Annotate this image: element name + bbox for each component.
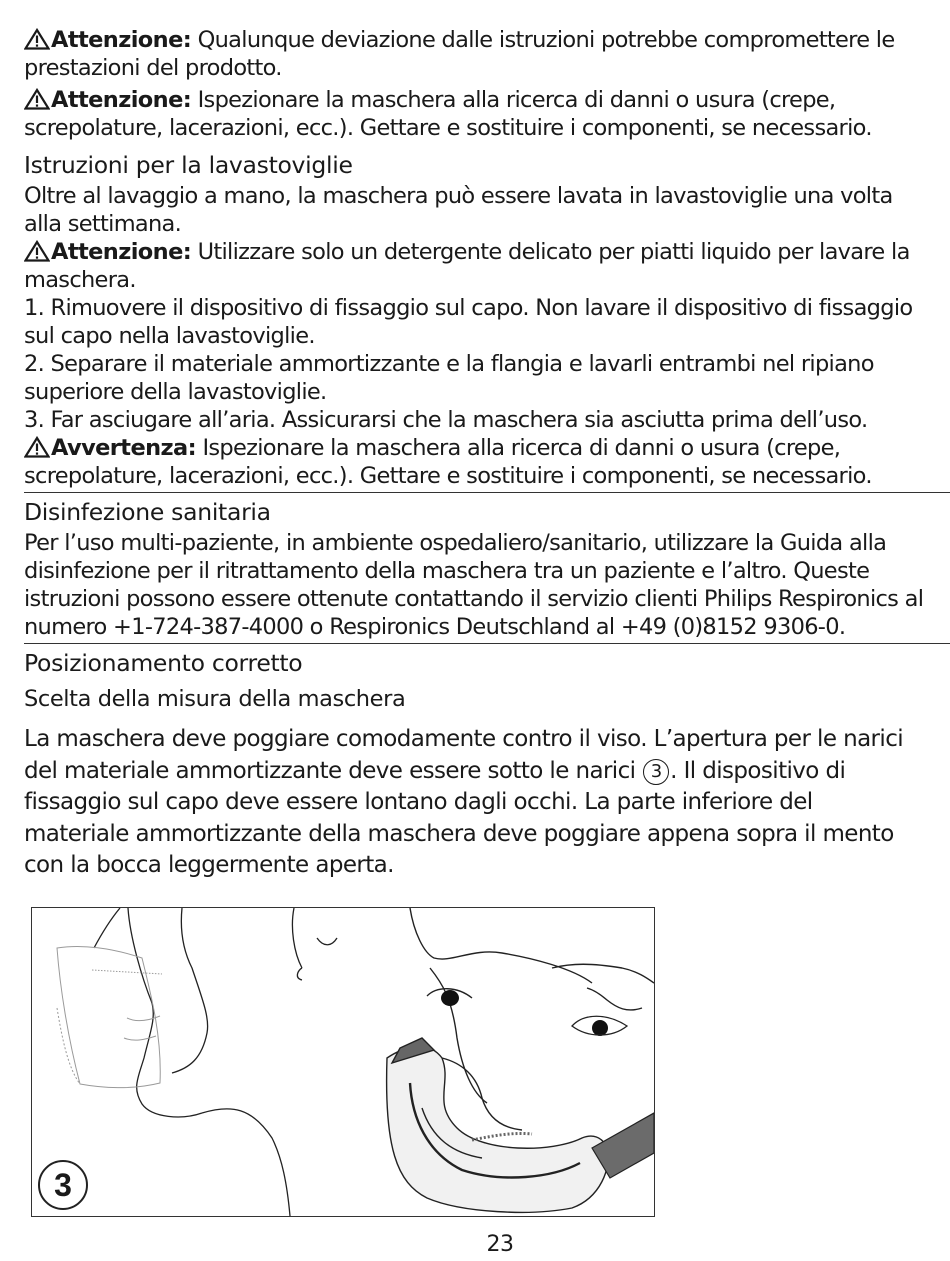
caution-text: Ispezionare la maschera alla ricerca di danni o usura (crepe, screpolature, lacerazioni, ecc.). Gettare e sostituire i componenti, se necessario. [24,435,872,489]
figure-reference-badge: 3 [643,759,669,785]
fitting-text-part: . Il dispositivo di fissaggio sul capo deve essere lontano dagli occhi. La parte inferiore del materiale ammortizzante della maschera deve poggiare appena sopra il mento con la bocca leggermente aperta. [24,757,894,878]
warning-triangle-icon [24,240,50,262]
mask-fitting-illustration [31,907,655,1217]
section-divider [24,643,950,644]
mask-fitting-drawing [32,908,654,1216]
warning-paragraph [24,86,924,142]
warning-label: Attenzione: [51,87,192,113]
section-heading-fitting: Posizionamento corretto [24,649,303,677]
nasal-cushion-drawing [387,1038,609,1212]
warning-label: Attenzione: [51,27,192,53]
section-divider [24,492,950,493]
step-item: 3. Far asciugare all’aria. Assicurarsi che la maschera sia asciutta prima dell’uso. [24,407,868,433]
warning-label: Attenzione: [51,239,192,265]
mask-outline-drawing [57,946,162,1087]
warning-paragraph [24,26,924,82]
warning-text: Qualunque deviazione dalle istruzioni potrebbe compromettere le prestazioni del prodotto. [24,27,895,81]
face-front-drawing [410,908,654,1103]
caution-label: Avvertenza: [51,435,197,461]
warning-text: Ispezionare la maschera alla ricerca di danni o usura (crepe, screpolature, lacerazioni, ecc.). Gettare e sostituire i componenti, se necessario. [24,87,872,141]
disinfection-text: Per l’uso multi-paziente, in ambiente ospedaliero/sanitario, utilizzare la Guida alla disinfezione per il ritrattamento della maschera tra un paziente e l’altro. Queste istruzioni possono essere ottenute contattando il servizio clienti Philips Respironics al numero +1-724-387-4000 o Respironics Deutschland al +49 (0)8152 9306-0. [24,530,924,640]
warning-triangle-icon [24,436,50,458]
dishwasher-intro: Oltre al lavaggio a mano, la maschera può essere lavata in lavastoviglie una volta alla settimana. [24,183,893,237]
fitting-text-part: La maschera deve poggiare comodamente contro il viso. L’apertura per le narici del materiale ammortizzante deve essere sotto le narici [24,726,904,784]
document-page [24,26,924,882]
warning-text: Utilizzare solo un detergente delicato per piatti liquido per lavare la maschera. [24,239,910,293]
caution-paragraph [24,434,924,490]
figure-number-badge: 3 [38,1160,88,1210]
warning-triangle-icon [24,28,50,50]
eye-drawing [427,989,627,1036]
step-item: 2. Separare il materiale ammortizzante e la flangia e lavarli entrambi nel ripiano superiore della lavastoviglie. [24,351,874,405]
warning-triangle-icon [24,88,50,110]
step-item: 1. Rimuovere il dispositivo di fissaggio sul capo. Non lavare il dispositivo di fissaggio sul capo nella lavastoviglie. [24,295,913,349]
page-number: 23 [486,1232,514,1257]
section-heading-disinfection: Disinfezione sanitaria [24,498,271,526]
section-heading-dishwasher: Istruzioni per la lavastoviglie [24,151,353,179]
fitting-text [24,724,924,882]
warning-paragraph [24,238,924,294]
subsection-heading-mask-size: Scelta della misura della maschera [24,686,406,712]
